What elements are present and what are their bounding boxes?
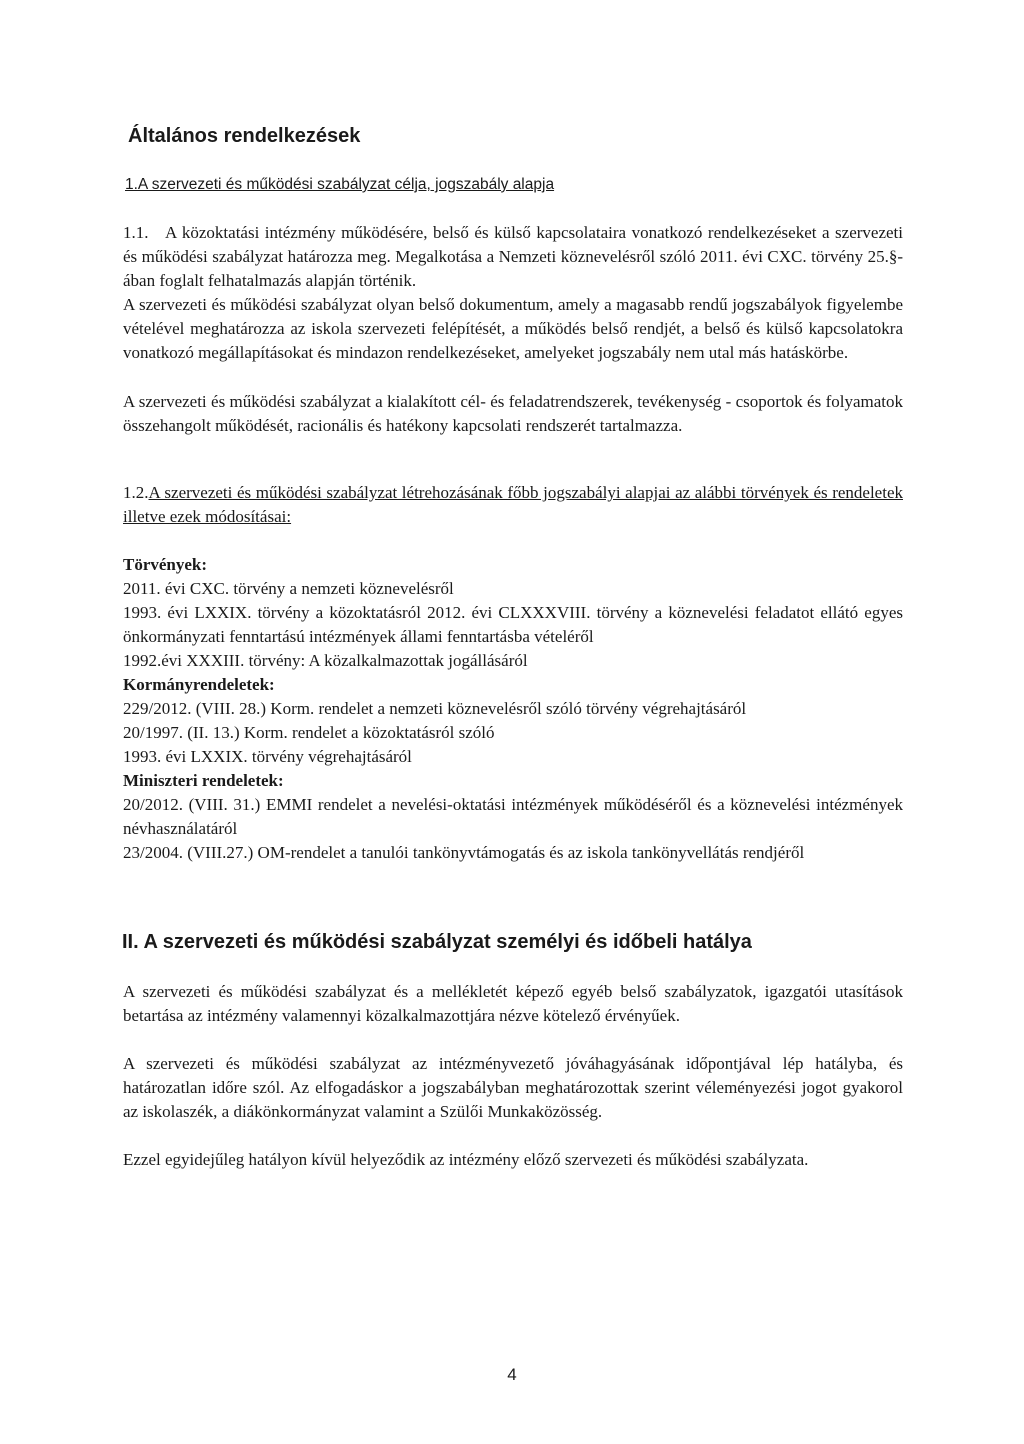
section-title: Általános rendelkezések bbox=[128, 125, 361, 147]
paragraph-definition: A szervezeti és működési szabályzat olyan belső dokumentum, amely a magasabb rendű jogszabályok figyelembe vételével meghatározza az iskola szervezeti felépítését, a működés belső rendjét, a belső és külső kapcsolatokra vonatkozó megállapításokat és mindazon rendelkezéseket, amelyeket jogszabály nem utal más hatáskörbe. bbox=[123, 295, 903, 362]
page-number: 4 bbox=[507, 1365, 517, 1384]
laws-label: Törvények: bbox=[123, 555, 208, 574]
list-item: 20/1997. (II. 13.) Korm. rendelet a közoktatásról szóló bbox=[123, 723, 495, 742]
list-item: 2011. évi CXC. törvény a nemzeti köznevelésről bbox=[123, 579, 454, 598]
gov-decrees-label: Kormányrendeletek: bbox=[123, 675, 275, 694]
laws-list bbox=[123, 553, 903, 865]
paragraph-content: A szervezeti és működési szabályzat a kialakított cél- és feladatrendszerek, tevékenység - csoportok és folyamatok összehangolt működését, racionális és hatékony kapcsolati rendszerét tartalmazza. bbox=[123, 392, 903, 435]
list-item: 20/2012. (VIII. 31.) EMMI rendelet a nevelési-oktatási intézmények működéséről és a köznevelési intézmények névhasználatáról bbox=[123, 795, 903, 838]
paragraph-1-1 bbox=[123, 221, 903, 293]
list-item: 1992.évi XXXIII. törvény: A közalkalmazottak jogállásáról bbox=[123, 651, 528, 670]
ministerial-decrees-label: Miniszteri rendeletek: bbox=[123, 771, 284, 790]
section-2-paragraph-2: A szervezeti és működési szabályzat az intézményvezető jóváhagyásának időpontjával lép hatályba, és határozatlan időre szól. Az elfogadáskor a jogszabályban meghatározottak szerint véleményezési jogot gyakorol az iskolaszék, a diákönkormányzat valamint a Szülői Munkaközösség. bbox=[123, 1054, 903, 1121]
section-2-paragraph-1: A szervezeti és működési szabályzat és a mellékletét képező egyéb belső szabályzatok, igazgatói utasítások betartása az intézmény valamennyi közalkalmazottjára nézve kötelező érvényűek. bbox=[123, 982, 903, 1025]
paragraph-text: A szervezeti és működési szabályzat létrehozásának főbb jogszabályi alapjai az alábbi törvények és rendeletek illetve ezek módosításai: bbox=[123, 483, 903, 526]
paragraph-number: 1.1. bbox=[123, 223, 149, 242]
subsection-title: 1.A szervezeti és működési szabályzat célja, jogszabály alapja bbox=[125, 176, 555, 193]
section-2-paragraph-3: Ezzel egyidejűleg hatályon kívül helyeződik az intézmény előző szervezeti és működési szabályzata. bbox=[123, 1150, 809, 1169]
list-item: 23/2004. (VIII.27.) OM-rendelet a tanulói tankönyvtámogatás és az iskola tankönyvellátás rendjéről bbox=[123, 843, 805, 862]
paragraph-text: A közoktatási intézmény működésére, belső és külső kapcsolataira vonatkozó rendelkezéseket a szervezeti és működési szabályzat határozza meg. Megalkotása a Nemzeti köznevelésről szóló 2011. évi CXC. törvény 25.§-ában foglalt felhatalmazás alapján történik. bbox=[123, 223, 903, 290]
paragraph-1-2 bbox=[123, 481, 903, 529]
paragraph-number: 1.2. bbox=[123, 483, 149, 502]
list-item: 229/2012. (VIII. 28.) Korm. rendelet a nemzeti köznevelésről szóló törvény végrehajtásáról bbox=[123, 699, 747, 718]
list-item: 1993. évi LXXIX. törvény a közoktatásról 2012. évi CLXXXVIII. törvény a köznevelési feladatot ellátó egyes önkormányzati fenntartású intézmények állami fenntartásba vételéről bbox=[123, 603, 903, 646]
list-item: 1993. évi LXXIX. törvény végrehajtásáról bbox=[123, 747, 412, 766]
section-2-title: II. A szervezeti és működési szabályzat személyi és időbeli hatálya bbox=[122, 931, 752, 953]
